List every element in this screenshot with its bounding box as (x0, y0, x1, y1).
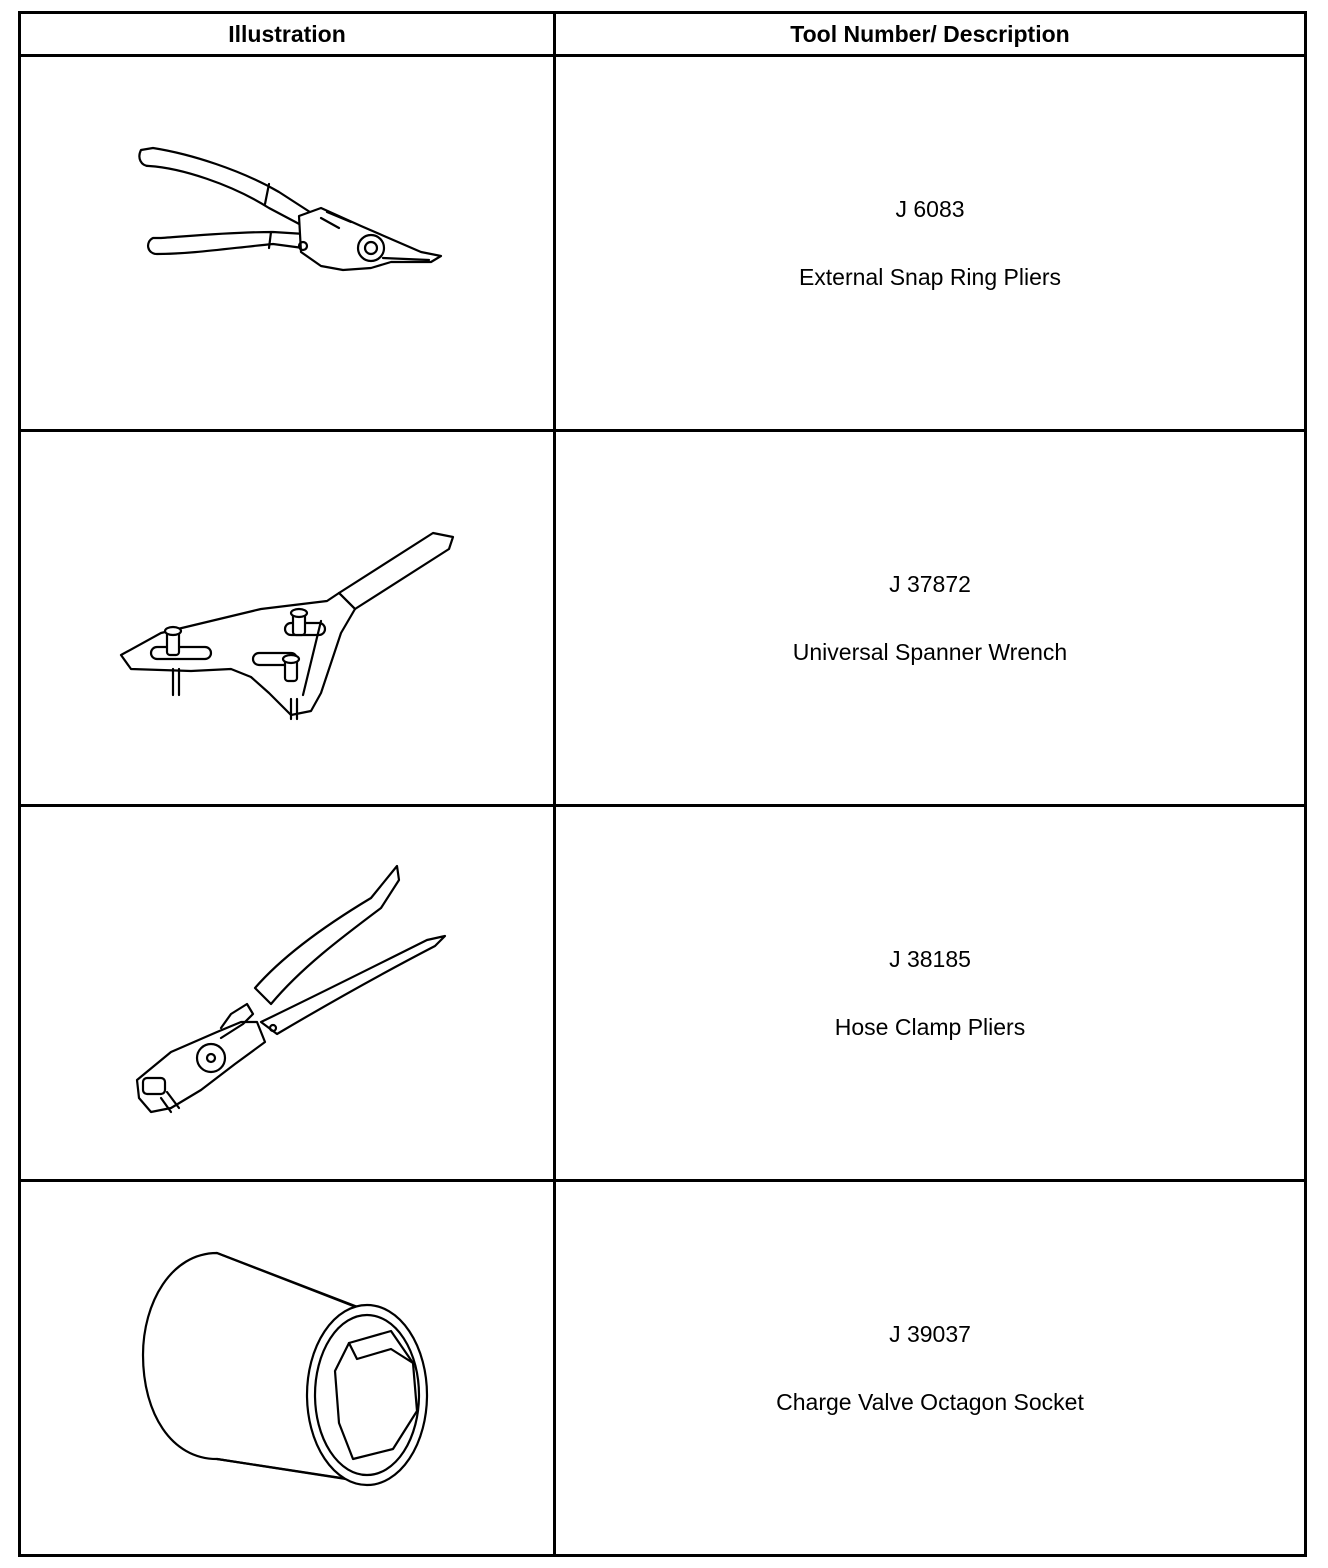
table-row (20, 431, 1306, 806)
header-illustration: Illustration (20, 13, 555, 56)
tool-number: J 37872 (889, 571, 971, 597)
octagon-socket-icon (21, 1183, 551, 1553)
hose-clamp-pliers-icon (21, 808, 551, 1178)
table-row (20, 56, 1306, 431)
tool-table (18, 11, 1307, 1557)
description-cell (555, 431, 1306, 806)
illustration-cell (20, 806, 555, 1181)
tool-number: J 39037 (889, 1321, 971, 1347)
description-cell (555, 56, 1306, 431)
illustration-cell (20, 1181, 555, 1556)
tool-number: J 6083 (895, 196, 965, 222)
tool-number: J 38185 (889, 946, 971, 972)
snap-ring-pliers-icon (21, 58, 551, 428)
illustration-cell (20, 56, 555, 431)
table-row (20, 1181, 1306, 1556)
tool-description: Universal Spanner Wrench (792, 639, 1068, 665)
header-description: Tool Number/ Description (555, 13, 1306, 56)
tool-description: Hose Clamp Pliers (834, 1014, 1026, 1040)
description-cell (555, 806, 1306, 1181)
table-row (20, 806, 1306, 1181)
description-cell (555, 1181, 1306, 1556)
tool-description: Charge Valve Octagon Socket (776, 1389, 1084, 1415)
tool-description: External Snap Ring Pliers (798, 264, 1062, 290)
spanner-wrench-icon (21, 433, 551, 803)
illustration-cell (20, 431, 555, 806)
header-row (20, 13, 1306, 56)
